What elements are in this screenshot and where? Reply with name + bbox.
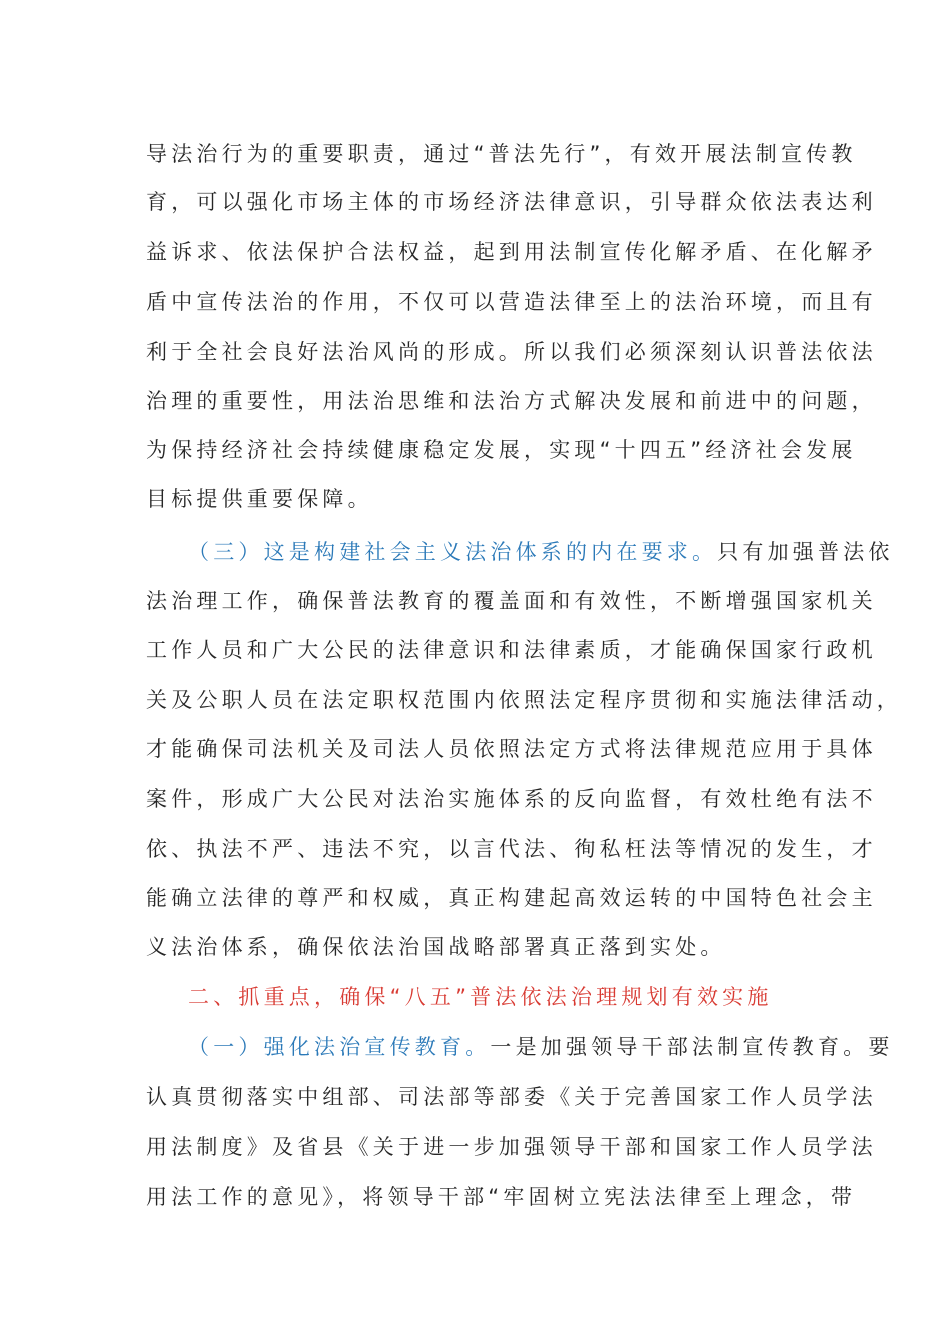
paragraph-line: 盾中宣传法治的作用，不仅可以营造法律至上的法治环境，而且有: [146, 290, 877, 314]
paragraph-line: 工作人员和广大公民的法律意识和法律素质，才能确保国家行政机: [146, 638, 877, 662]
paragraph-line: 能确立法律的尊严和权威，真正构建起高效运转的中国特色社会主: [146, 886, 877, 910]
paragraph-line: 导法治行为的重要职责，通过“普法先行”，有效开展法制宣传教: [146, 142, 857, 166]
paragraph-line: 法治理工作，确保普法教育的覆盖面和有效性，不断增强国家机关: [146, 589, 877, 613]
paragraph-line: 才能确保司法机关及司法人员依照法定方式将法律规范应用于具体: [146, 737, 877, 761]
section-heading: 二、抓重点，确保“八五”普法依法治理规划有效实施: [188, 985, 773, 1009]
paragraph-line: 依、执法不严、违法不究，以言代法、徇私枉法等情况的发生，才: [146, 837, 877, 861]
paragraph-text: 一是加强领导干部法制宣传教育。要: [490, 1035, 894, 1059]
paragraph-line: 利于全社会良好法治风尚的形成。所以我们必须深刻认识普法依法: [146, 340, 877, 364]
subsection-heading: （三）这是构建社会主义法治体系的内在要求。: [188, 540, 718, 564]
paragraph-first-line: [188, 1030, 894, 1064]
paragraph-line: 认真贯彻落实中组部、司法部等部委《关于完善国家工作人员学法: [146, 1085, 877, 1109]
paragraph-line: 育，可以强化市场主体的市场经济法律意识，引导群众依法表达利: [146, 190, 877, 214]
paragraph-line: 益诉求、依法保护合法权益，起到用法制宣传化解矛盾、在化解矛: [146, 240, 877, 264]
paragraph-line: 用法制度》及省县《关于进一步加强领导干部和国家工作人员学法: [146, 1135, 877, 1159]
paragraph-line: 为保持经济社会持续健康稳定发展，实现“十四五”经济社会发展: [146, 438, 857, 462]
paragraph-line: 目标提供重要保障。: [146, 487, 373, 511]
paragraph-text: 只有加强普法依: [717, 540, 894, 564]
paragraph-line: 案件，形成广大公民对法治实施体系的反向监督，有效杜绝有法不: [146, 787, 877, 811]
paragraph-line: 治理的重要性，用法治思维和法治方式解决发展和前进中的问题，: [146, 389, 877, 413]
subsection-heading: （一）强化法治宣传教育。: [188, 1035, 491, 1059]
paragraph-line: 关及公职人员在法定职权范围内依照法定程序贯彻和实施法律活动，: [146, 688, 902, 712]
paragraph-line: 义法治体系，确保依法治国战略部署真正落到实处。: [146, 935, 726, 959]
paragraph-line: 用法工作的意见》，将领导干部“牢固树立宪法法律至上理念，带: [146, 1185, 857, 1209]
paragraph-first-line: [188, 535, 894, 569]
